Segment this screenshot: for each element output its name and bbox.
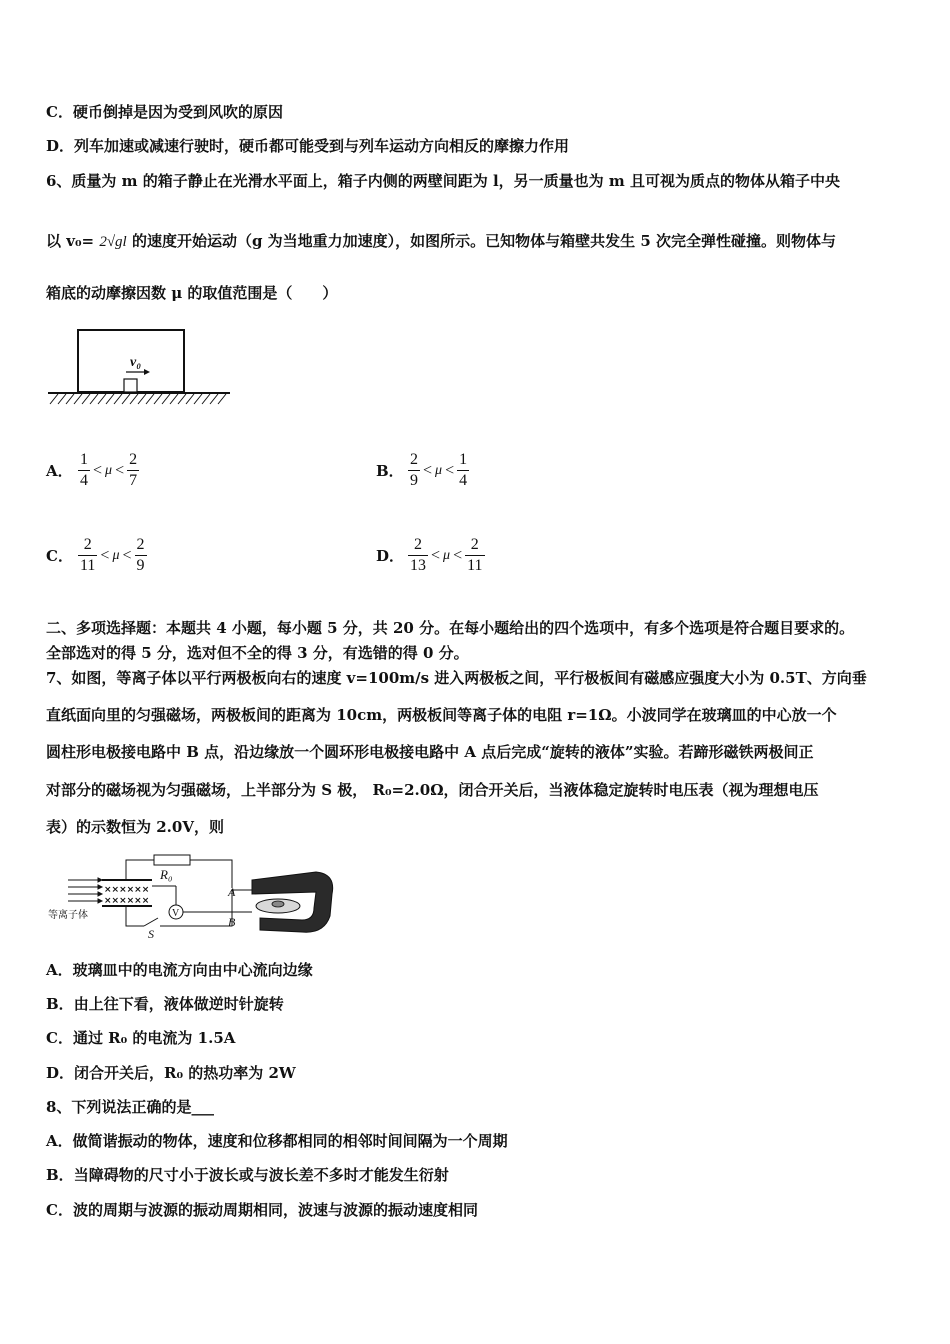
option-label: B． <box>376 462 404 480</box>
q7-stem-line5: 表）的示数恒为 2.0V，则 <box>46 818 224 836</box>
voltmeter-label: V <box>172 908 180 919</box>
velocity-label: v₀ <box>130 355 142 370</box>
switch-label: S <box>148 927 154 940</box>
section2-heading-line2: 全部选对的得 5 分，选对但不全的得 3 分，有选错的得 0 分。 <box>46 644 469 662</box>
fraction-upper: $\frac{2}{9}$ <box>136 536 145 574</box>
point-a-label: A <box>228 885 236 899</box>
q7-stem-line2: 直纸面向里的匀强磁场，两极板间的距离为 10cm，两极板间等离子体的电阻 r=1Ω。小波同学在玻璃皿的中心放一个 <box>46 706 837 724</box>
fraction-lower: $\frac{1}{4}$ <box>80 451 88 489</box>
q7-stem-line3: 圆柱形电极接电路中 B 点，沿边缘放一个圆环形电极接电路中 A 点后完成“旋转的液体”实验。若蹄形磁铁两极间正 <box>46 743 814 761</box>
point-b-label: B <box>228 915 236 929</box>
option-label: D． <box>46 137 75 155</box>
option-text: 硬币倒掉是因为受到风吹的原因 <box>72 103 283 121</box>
q7-option-d[interactable] <box>46 1063 296 1083</box>
option-label: A． <box>46 961 73 979</box>
section2-heading-line1: 二、多项选择题：本题共 4 小题，每小题 5 分，共 20 分。在每小题给出的四个选项中，有多个选项是符合题目要求的。 <box>46 619 855 637</box>
fraction-upper: $\frac{1}{4}$ <box>459 451 468 489</box>
option-text: 玻璃皿中的电流方向由中心流向边缘 <box>72 961 313 979</box>
q6-box-figure <box>44 326 234 410</box>
option-text: 由上往下看，液体做逆时针旋转 <box>73 995 284 1013</box>
q7-option-c[interactable] <box>46 1028 235 1048</box>
option-label: C． <box>46 1029 73 1047</box>
prev-option-c <box>46 102 283 122</box>
option-label: B． <box>46 995 74 1013</box>
fraction-lower: $\frac{2}{13}$ <box>410 536 426 574</box>
r0-label: R₀ <box>160 867 173 882</box>
q6-stem-line3: 箱底的动摩擦因数 μ 的取值范围是（ ） <box>46 284 338 302</box>
q6-option-d[interactable]: D． $\frac{2}{13}$ < μ < $\frac{2}{11}$ <box>376 536 483 574</box>
q6-option-a[interactable]: A． $\frac{1}{4}$ < μ < $\frac{2}{7}$ <box>46 451 138 489</box>
option-text: 当障碍物的尺寸小于波长或与波长差不多时才能发生衍射 <box>73 1166 449 1184</box>
q6-line2-suffix: 的速度开始运动（g 为当地重力加速度），如图所示。已知物体与箱壁共发生 5 次完全弹性碰撞。则物体与 <box>131 232 837 250</box>
q8-stem: 8、下列说法正确的是___ <box>46 1098 214 1116</box>
fraction-upper: $\frac{2}{11}$ <box>467 536 483 574</box>
q7-circuit-figure <box>46 850 336 940</box>
q6-v0-prefix: 以 v₀= <box>46 232 95 250</box>
option-text: 通过 R₀ 的电流为 1.5A <box>72 1029 236 1047</box>
q6-stem-line1: 6、质量为 m 的箱子静止在光滑水平面上，箱子内侧的两壁间距为 l，另一质量也为 m 且可视为质点的物体从箱子中央 <box>46 172 840 190</box>
q6-stem-line2 <box>46 231 836 252</box>
q6-option-b[interactable]: B． $\frac{2}{9}$ < μ < $\frac{1}{4}$ <box>376 451 468 489</box>
option-label: D． <box>376 547 405 565</box>
q7-stem-line1: 7、如图，等离子体以平行两极板向右的速度 v=100m/s 进入两极板之间，平行极板间有磁感应强度大小为 0.5T、方向垂 <box>46 669 867 687</box>
option-label: A． <box>46 1132 73 1150</box>
q6-option-c[interactable]: C． $\frac{2}{11}$ < μ < $\frac{2}{9}$ <box>46 536 145 574</box>
option-label: C． <box>46 1201 73 1219</box>
prev-option-d <box>46 136 569 156</box>
option-label: C． <box>46 103 73 121</box>
q7-stem-line4: 对部分的磁场视为匀强磁场，上半部分为 S 极， R₀=2.0Ω，闭合开关后，当液体稳定旋转时电压表（视为理想电压 <box>46 781 819 799</box>
fraction-lower: $\frac{2}{11}$ <box>80 536 96 574</box>
option-label: C． <box>46 547 73 565</box>
q7-option-a[interactable] <box>46 960 313 980</box>
field-row-2: ×××××× <box>104 896 150 906</box>
option-label: A． <box>46 462 73 480</box>
option-text: 闭合开关后，R₀ 的热功率为 2W <box>74 1064 296 1082</box>
q8-option-a[interactable] <box>46 1131 508 1151</box>
option-label: B． <box>46 1166 74 1184</box>
option-text: 波的周期与波源的振动周期相同，波速与波源的振动速度相同 <box>72 1201 478 1219</box>
q8-option-c[interactable] <box>46 1200 478 1220</box>
field-row-1: ×××××× <box>104 885 150 895</box>
q6-v0-formula: 2√gl <box>99 234 127 250</box>
option-text: 做简谐振动的物体，速度和位移都相同的相邻时间间隔为一个周期 <box>72 1132 508 1150</box>
fraction-lower: $\frac{2}{9}$ <box>410 451 418 489</box>
option-text: 列车加速或减速行驶时，硬币都可能受到与列车运动方向相反的摩擦力作用 <box>74 137 570 155</box>
option-label: D． <box>46 1064 75 1082</box>
plasma-label: 等离子体 <box>48 910 88 921</box>
q8-option-b[interactable] <box>46 1165 449 1185</box>
fraction-upper: $\frac{2}{7}$ <box>129 451 138 489</box>
q7-option-b[interactable] <box>46 994 284 1014</box>
